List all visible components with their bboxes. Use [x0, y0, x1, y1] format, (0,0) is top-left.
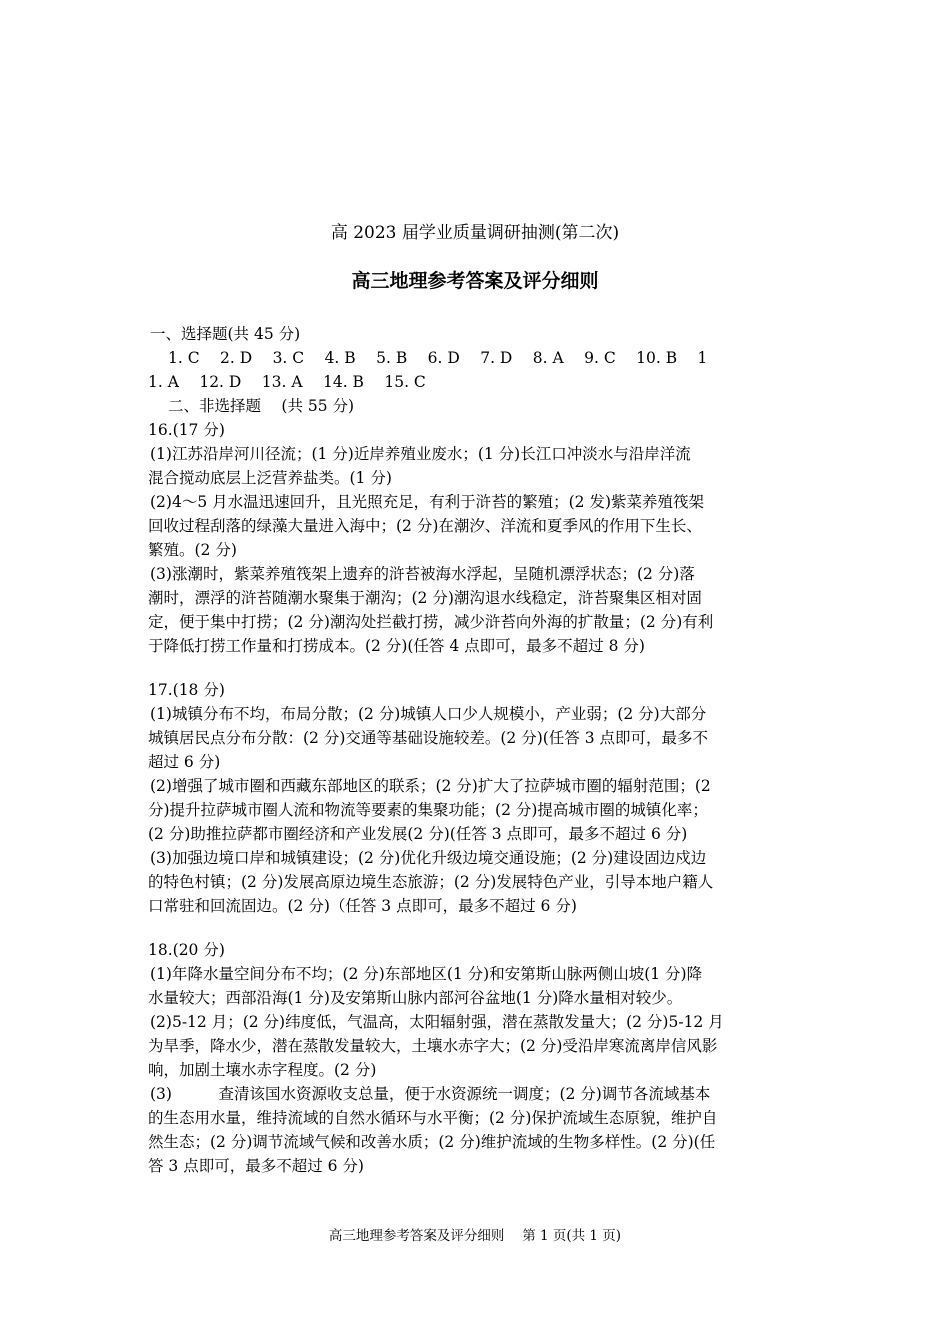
- q16-number: 16.(17 分): [148, 421, 225, 439]
- q17-line: 的特色村镇；(2 分)发展高原边境生态旅游；(2 分)发展特色产业，引导本地户籍人: [148, 873, 714, 891]
- q18-line: (3) 查清该国水资源收支总量，便于水资源统一调度；(2 分)调节各流域基本: [150, 1085, 711, 1103]
- q18-line: 答 3 点即可，最多不超过 6 分): [148, 1157, 364, 1175]
- page-footer: 高三地理参考答案及评分细则 第 1 页(共 1 页): [328, 1228, 622, 1244]
- q18-line: 的生态用水量，维持流域的自然水循环与水平衡；(2 分)保护流域生态原貌，维护自: [148, 1109, 718, 1127]
- q18-line: 响，加剧土壤水赤字程度。(2 分): [148, 1061, 377, 1079]
- section2-heading: 二、非选择题 (共 55 分): [168, 397, 355, 415]
- q16-line: 定，便于集中打捞；(2 分)潮沟处拦截打捞，减少浒苔向外海的扩散量；(2 分)有利: [148, 613, 714, 631]
- q17-line: (2 分)助推拉萨都市圈经济和产业发展(2 分)(任答 3 点即可，最多不超过 6 分): [148, 825, 688, 843]
- q17-line: (1)城镇分布不均，布局分散；(2 分)城镇人口少人规模小，产业弱；(2 分)大部分: [150, 705, 707, 723]
- section1-heading: 一、选择题(共 45 分): [150, 325, 301, 343]
- q17-line: 口常驻和回流固边。(2 分)（任答 3 点即可，最多不超过 6 分): [148, 897, 577, 915]
- q16-line: 于降低打捞工作量和打捞成本。(2 分)(任答 4 点即可，最多不超过 8 分): [148, 637, 645, 655]
- q18-line: 为旱季，降水少，潜在蒸散发量较大，土壤水赤字大；(2 分)受沿岸寒流离岸信风影: [148, 1037, 718, 1055]
- q17-line: (3)加强边境口岸和城镇建设；(2 分)优化升级边境交通设施；(2 分)建设固边戍边: [150, 849, 707, 867]
- page-title: 高三地理参考答案及评分细则: [351, 270, 599, 292]
- q16-line: (2)4～5 月水温迅速回升，且光照充足，有利于浒苔的繁殖；(2 发)紫菜养殖筏架: [150, 493, 704, 511]
- q16-line: (3)涨潮时，紫菜养殖筏架上遗弃的浒苔被海水浮起，呈随机漂浮状态；(2 分)落: [150, 565, 695, 583]
- q16-line: 混合搅动底层上泛营养盐类。(1 分): [148, 469, 392, 487]
- q16-line: 回收过程刮落的绿藻大量进入海中；(2 分)在潮汐、洋流和夏季风的作用下生长、: [148, 517, 702, 535]
- q17-line: (2)增强了城市圈和西藏东部地区的联系；(2 分)扩大了拉萨城市圈的辐射范围；(2: [150, 777, 711, 795]
- q18-line: (2)5-12 月；(2 分)纬度低，气温高，太阳辐射强，潜在蒸散发量大；(2 分)5-12 月: [150, 1013, 724, 1031]
- q17-line: 城镇居民点分布分散：(2 分)交通等基础设施较差。(2 分)(任答 3 点即可，最多不: [148, 729, 709, 747]
- answer-key-line-1: 1. C 2. D 3. C 4. B 5. B 6. D 7. D 8. A 9. C 10. B 1: [168, 349, 708, 367]
- answer-key-line-2: 1. A 12. D 13. A 14. B 15. C: [148, 373, 426, 391]
- q17-line: 分)提升拉萨城市圈人流和物流等要素的集聚功能；(2 分)提高城市圈的城镇化率；: [148, 801, 708, 819]
- q18-line: 然生态；(2 分)调节流域气候和改善水质；(2 分)维护流域的生物多样性。(2 分)(任: [148, 1133, 716, 1151]
- q18-number: 18.(20 分): [148, 941, 225, 959]
- q16-line: 潮时，漂浮的浒苔随潮水聚集于潮沟；(2 分)潮沟退水线稳定，浒苔聚集区相对固: [148, 589, 702, 607]
- exam-subtitle: 高 2023 届学业质量调研抽测(第二次): [330, 223, 620, 243]
- q18-line: 水量较大；西部沿海(1 分)及安第斯山脉内部河谷盆地(1 分)降水量相对较少。: [148, 989, 683, 1007]
- q16-line: (1)江苏沿岸河川径流；(1 分)近岸养殖业废水；(1 分)长江口冲淡水与沿岸洋流: [150, 445, 691, 463]
- q16-line: 繁殖。(2 分): [148, 541, 237, 559]
- q17-line: 超过 6 分): [148, 753, 221, 771]
- q17-number: 17.(18 分): [148, 681, 225, 699]
- q18-line: (1)年降水量空间分布不均；(2 分)东部地区(1 分)和安第斯山脉两侧山坡(1 分)降: [150, 965, 703, 983]
